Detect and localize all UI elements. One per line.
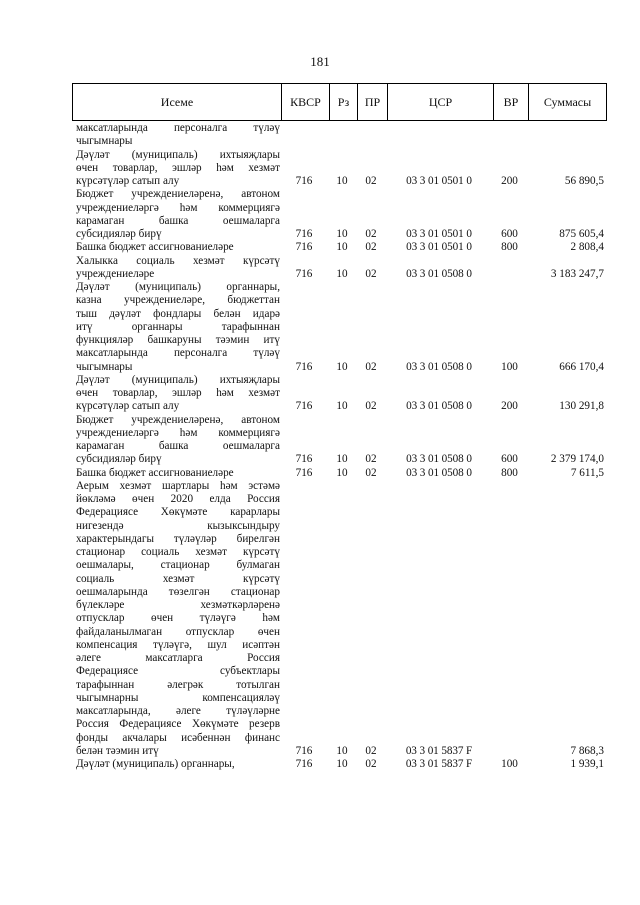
row-name-line: субсидияләр бирү (76, 453, 162, 466)
row-name (72, 149, 280, 189)
column-header-csr: ЦСР (387, 84, 493, 120)
column-header-kvsr: КВСР (281, 84, 329, 120)
row-sum: 130 291,8 (559, 400, 604, 413)
row-name-line: чыгымнарны компенсацияләү (76, 691, 280, 704)
row-name-line: карамаган башка оешмаларга (76, 440, 280, 452)
row-pr: 02 (365, 466, 377, 479)
row-kvsr: 716 (295, 453, 313, 466)
row-pr: 02 (365, 267, 377, 280)
row-pr: 02 (365, 175, 377, 187)
row-name-line: карамаган башка оешмаларга (76, 214, 280, 227)
row-csr: 03 3 01 0508 0 (406, 466, 472, 479)
row-name-line: оешмалары, стационар булмаган (76, 559, 280, 572)
column-header-name: Исеме (160, 94, 194, 109)
row-name-line: тарафыннан әлегрәк тотылган (76, 678, 280, 691)
row-name-line: Халыкка социаль хезмәт күрсәтү (76, 254, 280, 267)
row-name-line: өчен товарлар, эшләр һәм хезмәт (76, 387, 280, 399)
row-name-line: максатларында персоналга түләү (76, 347, 280, 360)
row-name-line: Бюджет учреждениеләренә, автоном (76, 413, 280, 426)
row-kvsr: 716 (295, 241, 313, 254)
row-name-line: Башка бюджет ассигнованиеләре (76, 241, 234, 254)
row-rz: 10 (336, 744, 348, 757)
row-rz: 10 (336, 267, 348, 280)
table-row (72, 188, 607, 241)
row-name (72, 758, 280, 771)
row-sum: 2 808,4 (570, 241, 604, 254)
row-kvsr: 716 (295, 758, 313, 770)
row-sum: 2 379 174,0 (550, 453, 604, 466)
row-csr: 03 3 01 5837 F (405, 758, 473, 770)
row-name-line: Дәүләт (муниципаль) ихтыяҗлары (76, 148, 280, 161)
row-kvsr: 716 (295, 400, 313, 413)
row-name-line: субсидияләр бирү (76, 228, 162, 240)
row-name (72, 188, 280, 241)
row-kvsr: 716 (295, 466, 313, 479)
row-name-line: Федерациясе Хөкүмәте карарлары (76, 506, 280, 519)
table-row (72, 281, 607, 374)
row-sum: 1 939,1 (570, 758, 604, 770)
table-row (72, 414, 607, 467)
row-csr: 03 3 01 0501 0 (406, 175, 472, 187)
row-vr: 600 (501, 453, 518, 466)
row-vr: 800 (501, 241, 518, 254)
row-name-line: бүлекләре хезмәткәрләренә (76, 599, 280, 611)
row-pr: 02 (365, 758, 377, 770)
row-name-line: максатларында, әлеге түләүләрне (76, 705, 280, 717)
row-vr: 600 (501, 228, 518, 240)
row-vr: 200 (501, 400, 518, 413)
row-vr: 200 (501, 175, 518, 187)
row-name-line: оешмаларында төзелгән стационар (76, 585, 280, 598)
table-row (72, 480, 607, 758)
row-name-line: итү органнары тарафыннан (76, 320, 280, 333)
row-rz: 10 (336, 758, 348, 770)
row-csr: 03 3 01 0508 0 (406, 400, 472, 413)
row-name-line: социаль хезмәт күрсәтү (76, 572, 280, 585)
row-csr: 03 3 01 0501 0 (406, 228, 472, 240)
row-csr: 03 3 01 0501 0 (406, 241, 472, 254)
row-rz: 10 (336, 175, 348, 187)
row-name-line: Россия Федерациясе Хөкүмәте резерв (76, 718, 280, 731)
row-name (72, 467, 280, 480)
table-row (72, 241, 607, 254)
table-row (72, 255, 607, 282)
row-pr: 02 (365, 400, 377, 413)
row-name-line: белән тәэмин итү (76, 744, 159, 757)
row-sum: 666 170,4 (559, 360, 604, 373)
row-pr: 02 (365, 360, 377, 373)
row-vr: 100 (501, 360, 518, 373)
row-vr: 100 (501, 758, 518, 770)
row-name-line: файдаланылмаган отпусклар өчен (76, 625, 280, 638)
row-pr: 02 (365, 744, 377, 757)
row-name-line: чыгымнары (76, 360, 133, 373)
row-csr: 03 3 01 5837 F (405, 744, 473, 757)
row-name-line: компенсация түләүгә, шул исәптән (76, 638, 280, 651)
row-name (72, 281, 280, 374)
row-rz: 10 (336, 466, 348, 479)
table-row (72, 149, 607, 189)
row-name-line: Аерым хезмәт шартлары һәм эстәмә (76, 479, 280, 492)
row-name-line: Дәүләт (муниципаль) ихтыяҗлары (76, 373, 280, 386)
row-rz: 10 (336, 241, 348, 254)
row-sum: 875 605,4 (559, 228, 604, 240)
row-csr: 03 3 01 0508 0 (406, 453, 472, 466)
row-name-line: Федерациясе субъектлары (76, 665, 280, 678)
table-body (72, 122, 607, 771)
row-name-line: характерындагы түләүләр бирелгән (76, 532, 280, 545)
row-name-line: Дәүләт (муниципаль) органнары, (76, 281, 280, 293)
row-kvsr: 716 (295, 744, 313, 757)
row-pr: 02 (365, 228, 377, 240)
row-name-line: Дәүләт (муниципаль) органнары, (76, 758, 235, 770)
row-csr: 03 3 01 0508 0 (406, 267, 472, 280)
row-name-line: стационар социаль хезмәт күрсәтү (76, 546, 280, 558)
row-kvsr: 716 (295, 267, 313, 280)
row-name-line: фонды акчалары исәбеннән финанс (76, 731, 280, 744)
row-name-line: учреждениеләргә һәм коммерциягә (76, 201, 280, 214)
column-header-pr: ПР (357, 84, 387, 120)
row-name-line: функцияләр башкаруны тәэмин итү (76, 334, 280, 346)
row-csr: 03 3 01 0508 0 (406, 360, 472, 373)
page-number: 181 (310, 54, 330, 69)
table-row (72, 122, 607, 149)
row-rz: 10 (336, 228, 348, 240)
row-name-line: максатларында персоналга түләү (76, 122, 280, 134)
row-name-line: казна учреждениеләре, бюджеттан (76, 294, 280, 307)
row-name-line: Бюджет учреждениеләренә, автоном (76, 188, 280, 201)
row-name-line: учреждениеләргә һәм коммерциягә (76, 426, 280, 439)
row-name-line: Башка бюджет ассигнованиеләре (76, 466, 234, 479)
row-name-line: нигезендә кызыксындыру (76, 519, 280, 532)
row-name-line: күрсәтүләр сатып алу (76, 400, 180, 413)
row-name-line: отпусклар өчен түләүгә һәм (76, 612, 280, 625)
row-sum: 7 611,5 (570, 466, 604, 479)
row-pr: 02 (365, 453, 377, 466)
row-name (72, 122, 280, 149)
table-header (72, 83, 607, 121)
row-pr: 02 (365, 241, 377, 254)
row-name-line: тыш дәүләт фондлары белән идарә (76, 307, 280, 320)
row-sum: 7 868,3 (570, 744, 604, 757)
row-name (72, 241, 280, 254)
column-header-vr: ВР (493, 84, 528, 120)
table-row (72, 374, 607, 414)
table-row (72, 467, 607, 480)
row-name (72, 414, 280, 467)
column-header-rz: Рз (329, 84, 357, 120)
row-name (72, 480, 280, 758)
row-name-line: әлеге максатларга Россия (76, 652, 280, 664)
table-row (72, 758, 607, 771)
row-sum: 3 183 247,7 (550, 267, 604, 280)
row-rz: 10 (336, 400, 348, 413)
row-name-line: чыгымнары (76, 135, 133, 148)
row-name-line: өчен товарлар, эшләр һәм хезмәт (76, 161, 280, 174)
row-name-line: учреждениеләре (76, 267, 155, 280)
row-name-line: күрсәтүләр сатып алу (76, 175, 180, 187)
row-sum: 56 890,5 (564, 175, 604, 187)
row-kvsr: 716 (295, 175, 313, 187)
row-name (72, 374, 280, 414)
row-name (72, 255, 280, 282)
row-rz: 10 (336, 360, 348, 373)
row-rz: 10 (336, 453, 348, 466)
column-header-sum: Суммасы (528, 84, 606, 120)
row-kvsr: 716 (295, 228, 313, 240)
row-kvsr: 716 (295, 360, 313, 373)
row-vr: 800 (501, 466, 518, 479)
row-name-line: йөкләмә өчен 2020 елда Россия (76, 493, 280, 505)
